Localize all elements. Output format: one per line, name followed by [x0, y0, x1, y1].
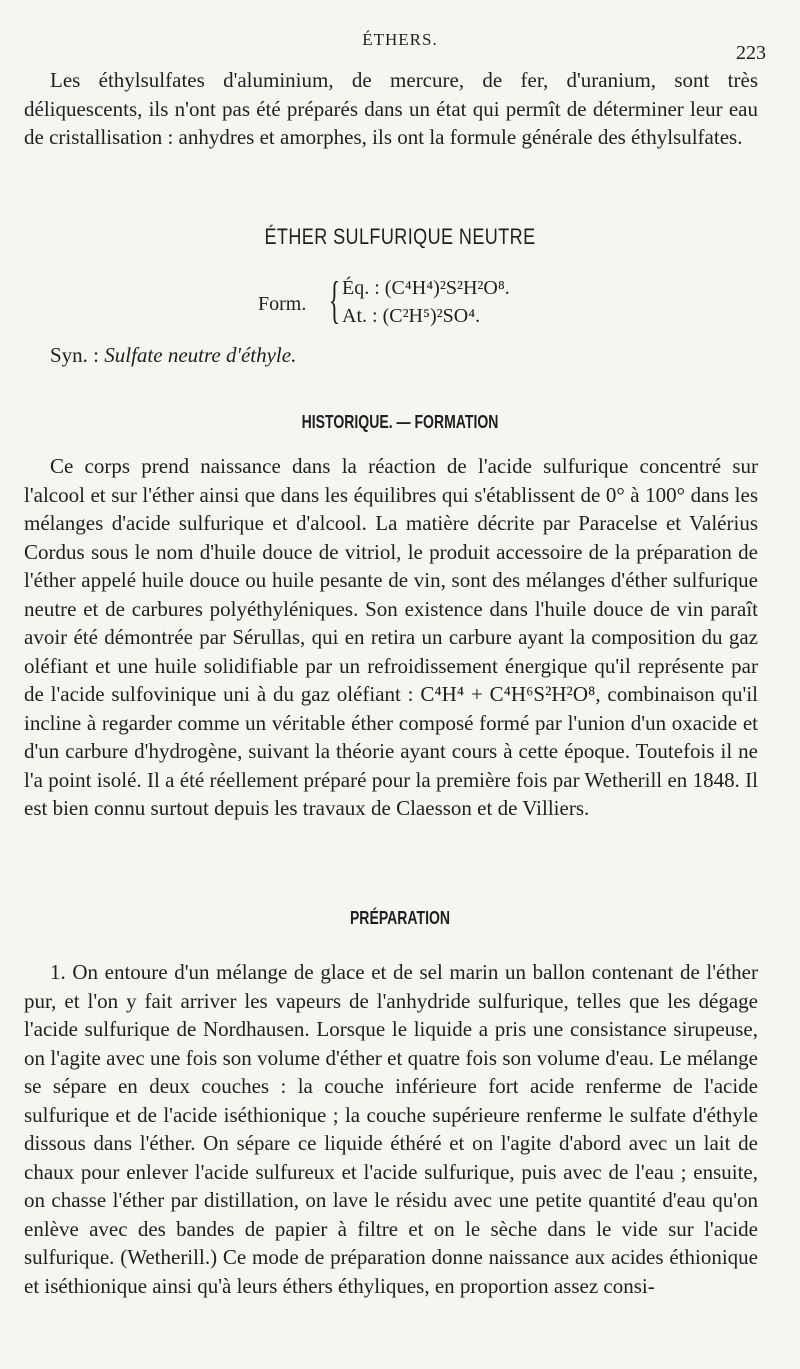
formula-at-value: (C²H⁵)²SO⁴. — [382, 305, 481, 327]
formula-eq-value: (C⁴H⁴)²S²H²O⁸. — [384, 277, 510, 299]
preparation-heading: PRÉPARATION — [349, 908, 451, 928]
formula-eq-label: Éq. — [342, 277, 370, 299]
formula-at-row: At. : (C²H⁵)²SO⁴. — [342, 305, 481, 327]
intro-paragraph: Les éthylsulfates d'aluminium, de mercure, de fer, d'uranium, sont très déliquescents, ils n'ont pas été préparés dans un état qui permît de déterminer leur eau de cristallisation : anhydres et amorphes, ils ont la formule générale des éthylsulfates. — [24, 68, 758, 149]
preparation-paragraph: 1. On entoure d'un mélange de glace et de sel marin un ballon contenant de l'éther pur, et l'on y fait arriver les vapeurs de l'anhydride sulfurique, telles que les dégage l'acide sulfurique de Nordhausen. Lorsque le liquide a pris une consistance sirupeuse, on l'agite avec une fois son volume d'éther et quatre fois son volume d'eau. Le mélange se sépare en deux couches : la couche inférieure fort acide renferme de l'acide sulfurique et de l'acide iséthionique ; la couche supérieure renferme le sulfate d'éthyle dissous dans l'éther. On sépare ce liquide éthéré et on l'agite d'abord avec un lait de chaux pour enlever l'acide sulfureux et l'acide sulfurique, puis avec de l'eau ; ensuite, on chasse l'éther par distillation, on lave le résidu avec une petite quantité d'eau qu'on enlève avec des bandes de papier à filtre et on le sèche dans le vide sur l'acide sulfurique. (Wetherill.) Ce mode de préparation donne naissance aux acides éthionique et iséthionique ainsi qu'à leurs éthers éthyliques, en proportion assez consi- — [24, 960, 758, 1298]
synonym-line — [50, 343, 296, 368]
formula-at-label: At. — [342, 305, 367, 327]
running-header — [0, 30, 800, 64]
formula-label: Form. — [258, 293, 307, 315]
page-number: 223 — [736, 42, 766, 64]
historique-heading: HISTORIQUE. — FORMATION — [301, 412, 499, 432]
section-title: ÉTHER SULFURIQUE NEUTRE — [264, 224, 536, 249]
historique-paragraph: Ce corps prend naissance dans la réaction de l'acide sulfurique concentré sur l'alcool et sur l'éther ainsi que dans les équilibres qui s'établissent de 0° à 100° dans les mélanges d'acide sulfurique et d'alcool. La matière décrite par Paracelse et Valérius Cordus sous le nom d'huile douce de vitriol, le produit accessoire de la préparation de l'éther appelé huile douce ou huile pesante de vin, sont des mélanges d'éther sulfurique neutre et de carbures polyéthyléniques. Son existence dans l'huile douce de vin paraît avoir été démontrée par Sérullas, qui en retira un carbure ayant la composition du gaz oléfiant et une huile solidifiable par un refroidissement énergique qu'il représente par de l'acide sulfovinique uni à du gaz oléfiant : C⁴H⁴ + C⁴H⁶S²H²O⁸, combinaison qu'il incline à regarder comme un véritable éther composé formé par l'union d'un oxacide et d'un carbure d'hydrogène, suivant la théorie ayant cours à cette époque. Toutefois il ne l'a point isolé. Il a été réellement préparé pour la première fois par Wetherill en 1848. Il est bien connu surtout depuis les travaux de Claesson et de Villiers. — [24, 454, 758, 820]
running-title: ÉTHERS. — [362, 30, 438, 49]
synonym-label: Syn. : — [50, 343, 100, 367]
formula-eq-row: Éq. : (C⁴H⁴)²S²H²O⁸. — [342, 277, 510, 299]
synonym-value: Sulfate neutre d'éthyle. — [104, 343, 297, 367]
brace-icon: { — [328, 272, 341, 329]
